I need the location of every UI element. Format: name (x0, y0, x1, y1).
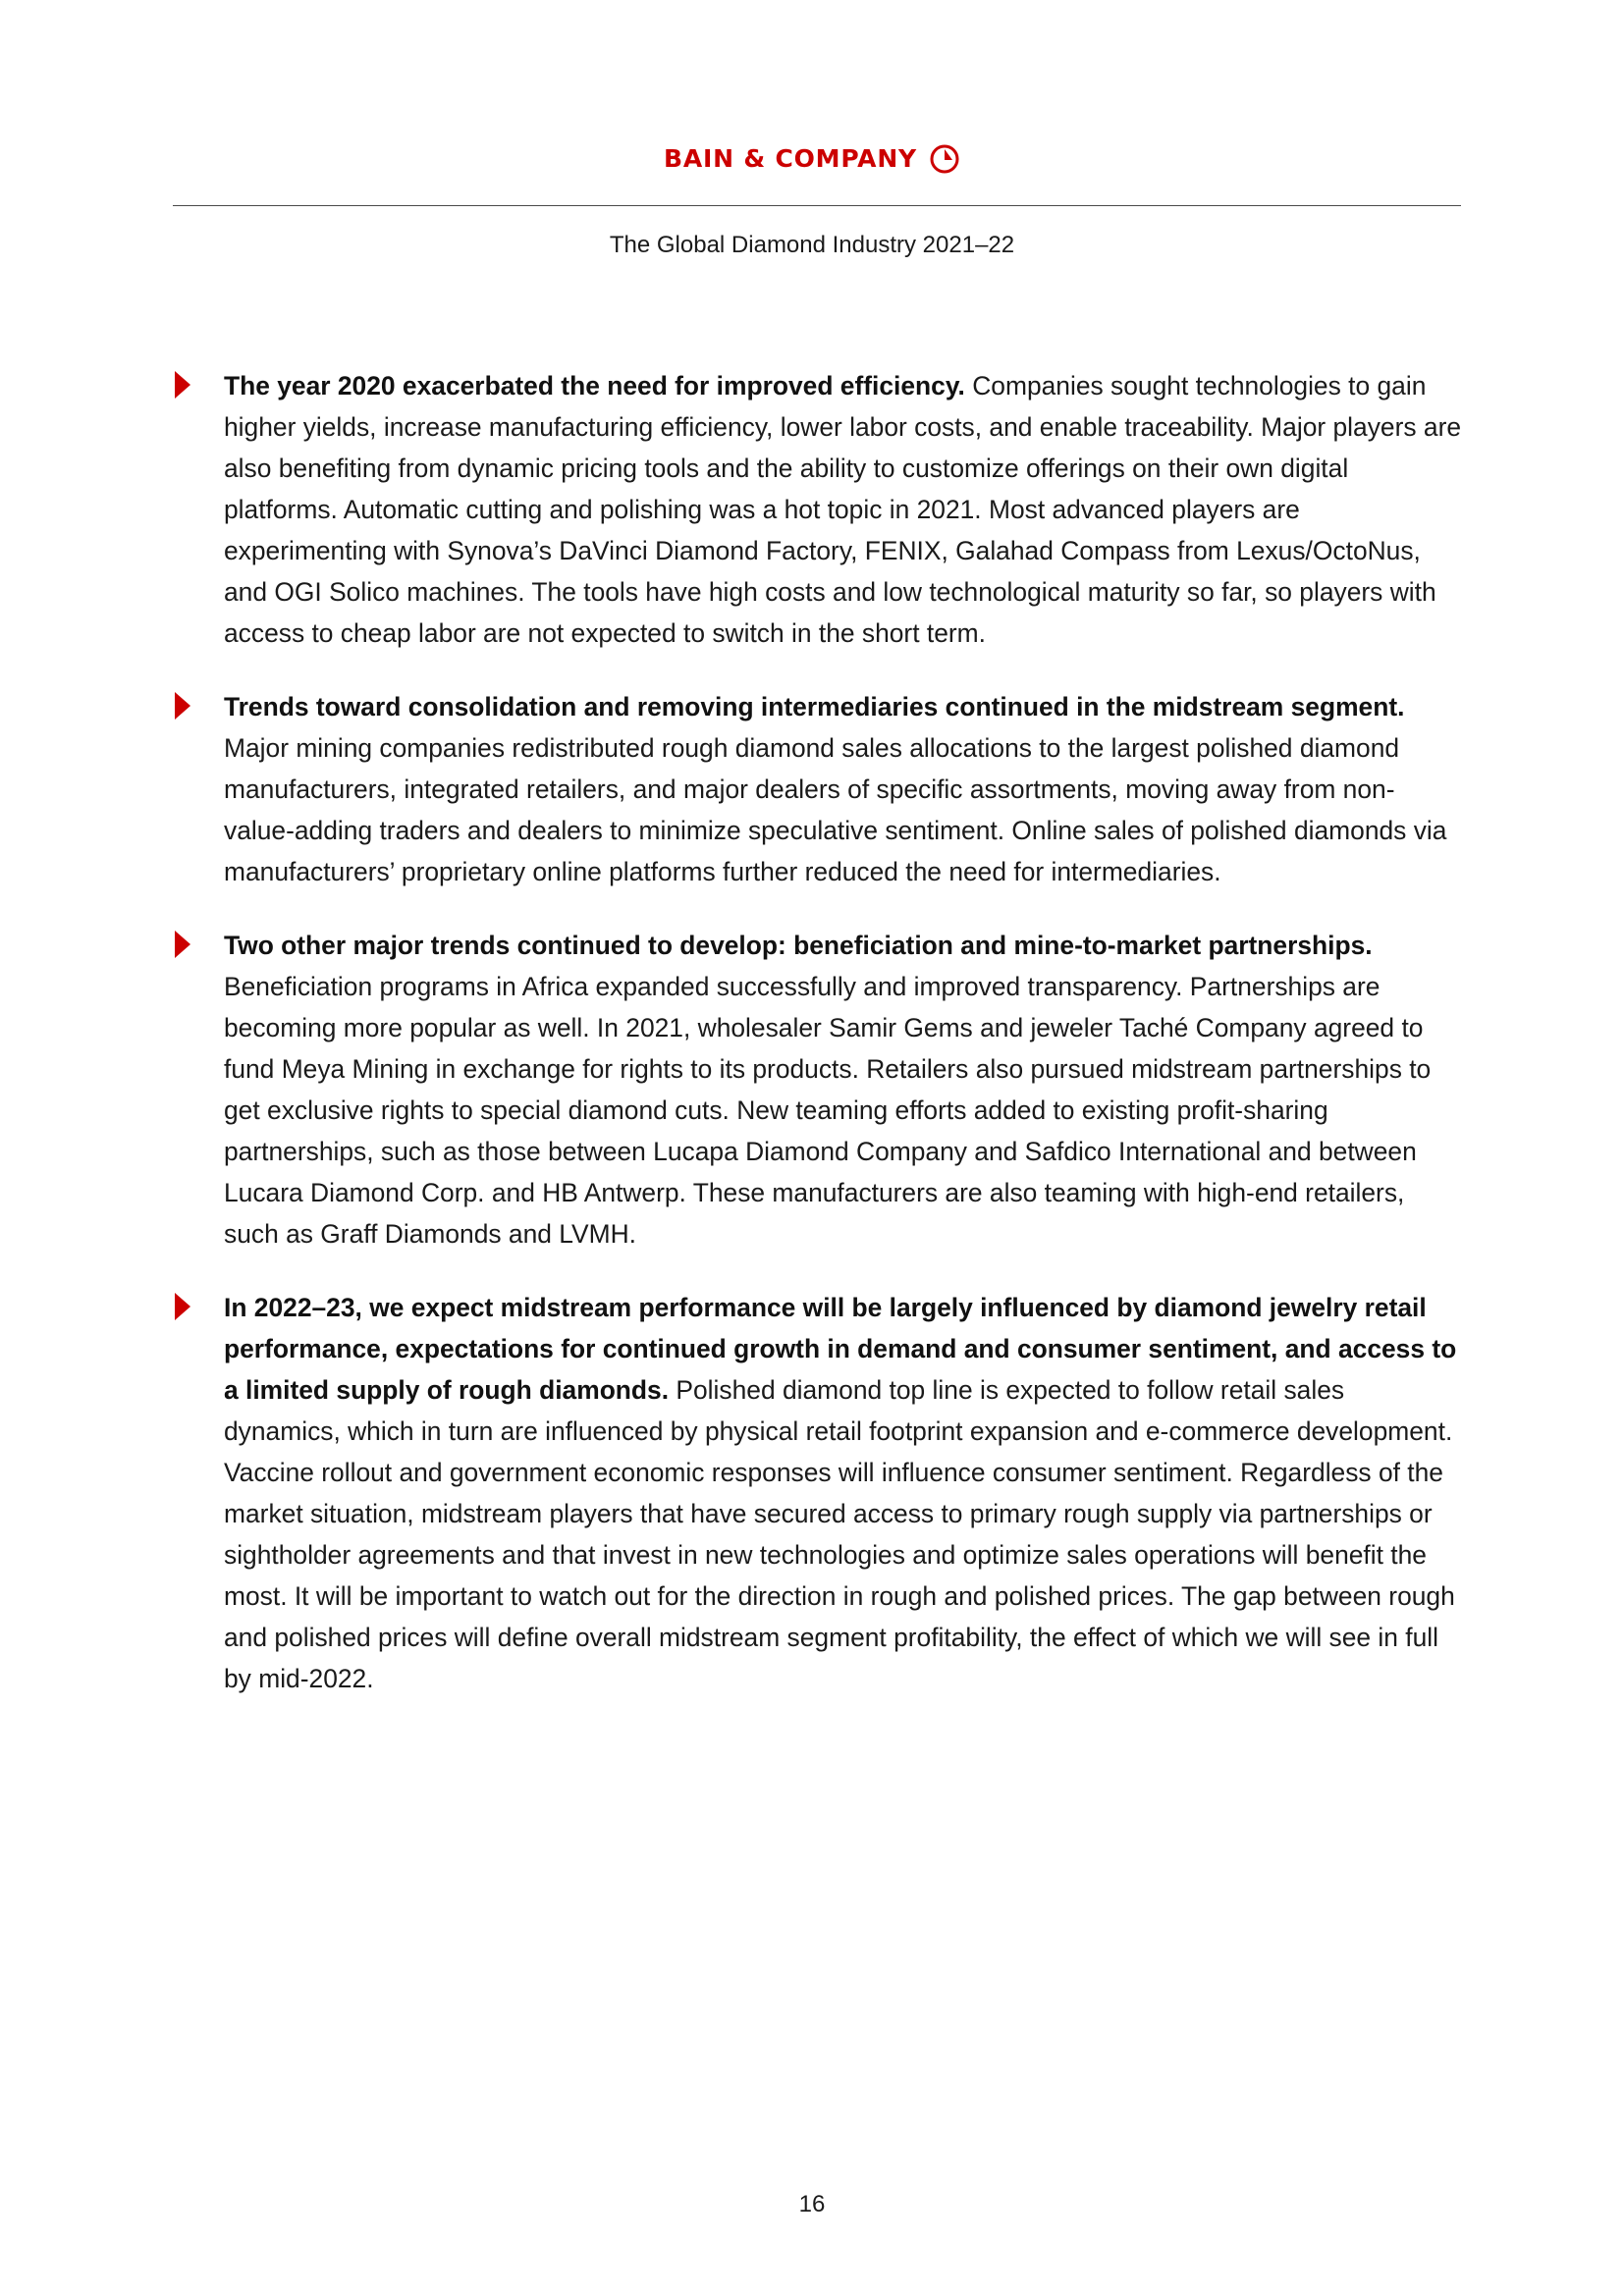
red-triangle-bullet-icon (175, 1293, 190, 1320)
header-divider (173, 205, 1461, 206)
report-title: The Global Diamond Industry 2021–22 (609, 232, 1015, 258)
bullet-paragraph (224, 686, 1465, 892)
bullet-body: Beneficiation programs in Africa expanded successfully and improved transparency. Partnerships are becoming more popular as well. In 2021, wholesaler Samir Gems and jeweler Taché Company agreed to fund Meya Mining in exchange for rights to its products. Retailers also pursued midstream partnerships to get exclusive rights to special diamond cuts. New teaming efforts added to existing profit-sharing partnerships, such as those between Lucapa Diamond Company and Safdico International and between Lucara Diamond Corp. and HB Antwerp. These manufacturers are also teaming with high-end retailers, such as Graff Diamonds and LVMH. (224, 972, 1432, 1249)
bullet-body: Major mining companies redistributed rough diamond sales allocations to the largest polished diamond manufacturers, integrated retailers, and major dealers of specific assortments, moving away from non-value-adding traders and dealers to minimize speculative sentiment. Online sales of polished diamonds via manufacturers’ proprietary online platforms further reduced the need for intermediaries. (224, 733, 1447, 886)
bullet-body: Polished diamond top line is expected to follow retail sales dynamics, which in turn are influenced by physical retail footprint expansion and e-commerce development. Vaccine rollout and government economic responses will influence consumer sentiment. Regardless of the market situation, midstream players that have secured access to primary rough supply via partnerships or sightholder agreements and that invest in new technologies and optimize sales operations will benefit the most. It will be important to watch out for the direction in rough and polished prices. The gap between rough and polished prices will define overall midstream segment profitability, the effect of which we will see in full by mid-2022. (224, 1375, 1455, 1693)
bullet-lead: The year 2020 exacerbated the need for improved efficiency. (224, 371, 965, 400)
bullet-lead: In 2022–23, we expect midstream performance will be largely influenced by diamond jewelry retail performance, expectations for continued growth in demand and consumer sentiment, and access to a limited supply of rough diamonds. (224, 1293, 1457, 1405)
bullet-item (173, 686, 1465, 892)
bullet-item (173, 1287, 1465, 1699)
brand-wordmark: BAIN & COMPANY (664, 144, 917, 173)
page-number: 16 (798, 2191, 826, 2217)
brand-header (0, 141, 1624, 177)
bullet-lead: Trends toward consolidation and removing intermediaries continued in the midstream segment. (224, 692, 1405, 721)
bullet-body: Companies sought technologies to gain higher yields, increase manufacturing efficiency, lower labor costs, and enable traceability. Major players are also benefiting from dynamic pricing tools and the ability to customize offerings on their own digital platforms. Automatic cutting and polishing was a hot topic in 2021. Most advanced players are experimenting with Synova’s DaVinci Diamond Factory, FENIX, Galahad Compass from Lexus/OctoNus, and OGI Solico machines. The tools have high costs and low technological maturity so far, so players with access to cheap labor are not expected to switch in the short term. (224, 371, 1462, 648)
bullet-paragraph (224, 1287, 1465, 1699)
bain-circle-mark-icon (929, 143, 960, 175)
bullet-paragraph (224, 365, 1465, 654)
bullet-item (173, 365, 1465, 654)
bullet-lead: Two other major trends continued to develop: beneficiation and mine-to-market partnerships. (224, 931, 1373, 960)
bullet-item (173, 925, 1465, 1255)
red-triangle-bullet-icon (175, 931, 190, 958)
red-triangle-bullet-icon (175, 371, 190, 399)
bullet-list (173, 365, 1465, 1732)
bullet-paragraph (224, 925, 1465, 1255)
red-triangle-bullet-icon (175, 692, 190, 720)
brand-logo (664, 141, 960, 177)
